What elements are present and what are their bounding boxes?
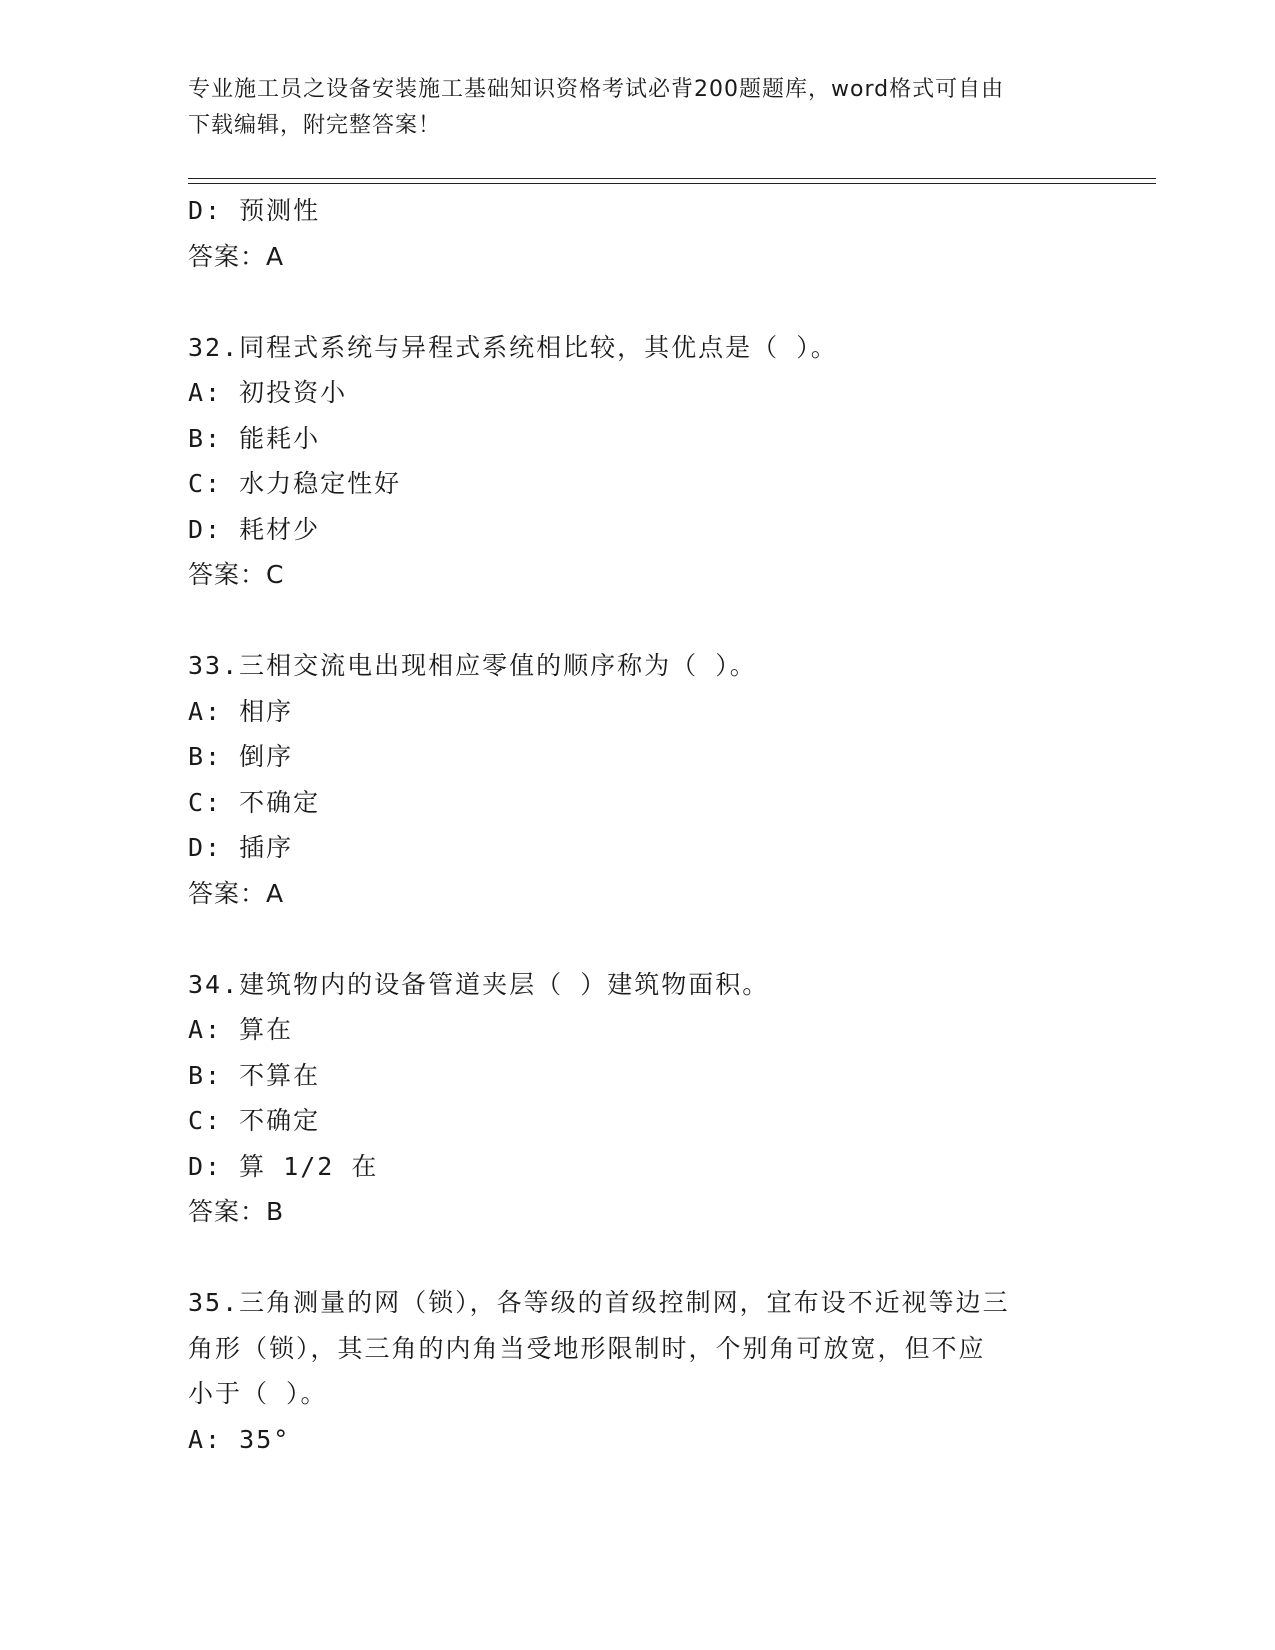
spacer	[188, 916, 1088, 962]
option-d: D: 插序	[188, 833, 294, 862]
previous-question-tail	[188, 188, 1088, 279]
question-32	[188, 325, 1088, 598]
option-b: B: 倒序	[188, 742, 294, 771]
spacer	[188, 598, 1088, 644]
option-a: A: 相序	[188, 696, 294, 726]
spacer	[188, 279, 1088, 325]
question-text-line-3: 小于（ ）。	[188, 1379, 328, 1408]
header-rule-bottom	[188, 183, 1156, 184]
answer-line: 答案：A	[188, 878, 285, 908]
option-a: A: 初投资小	[188, 378, 348, 407]
question-35	[188, 1280, 1088, 1462]
option-d: D: 耗材少	[188, 514, 321, 544]
question-text-line-1: 35.三角测量的网（锁），各等级的首级控制网，宜布设不近视等边三	[188, 1288, 1010, 1317]
document-header	[188, 72, 1088, 144]
option-c: C: 不确定	[188, 787, 321, 817]
header-rule-top	[188, 178, 1156, 179]
question-33	[188, 643, 1088, 916]
option-c: C: 水力稳定性好	[188, 469, 402, 498]
option-b: B: 不算在	[188, 1060, 321, 1090]
question-text: 32.同程式系统与异程式系统相比较，其优点是（ ）。	[188, 332, 838, 362]
question-list	[188, 188, 1088, 1462]
option-c: C: 不确定	[188, 1106, 321, 1135]
option-b: B: 能耗小	[188, 423, 321, 453]
question-34	[188, 962, 1088, 1235]
header-line-2: 下载编辑，附完整答案！	[188, 113, 442, 138]
spacer	[188, 1235, 1088, 1281]
question-text: 33.三相交流电出现相应零值的顺序称为（ ）。	[188, 651, 757, 680]
answer-line: 答案：A	[188, 241, 285, 271]
question-text-line-2: 角形（锁），其三角的内角当受地形限制时，个别角可放宽，但不应	[188, 1333, 986, 1363]
answer-line: 答案：C	[188, 560, 285, 589]
option-a: A: 算在	[188, 1015, 294, 1044]
option-d: D: 算 1/2 在	[188, 1151, 379, 1181]
option-d: D: 预测性	[188, 196, 321, 225]
answer-line: 答案：B	[188, 1197, 285, 1226]
header-line-1: 专业施工员之设备安装施工基础知识资格考试必背200题题库，word格式可自由	[188, 77, 1005, 102]
question-text: 34.建筑物内的设备管道夹层（ ）建筑物面积。	[188, 969, 770, 999]
option-a: A: 35°	[188, 1424, 291, 1454]
